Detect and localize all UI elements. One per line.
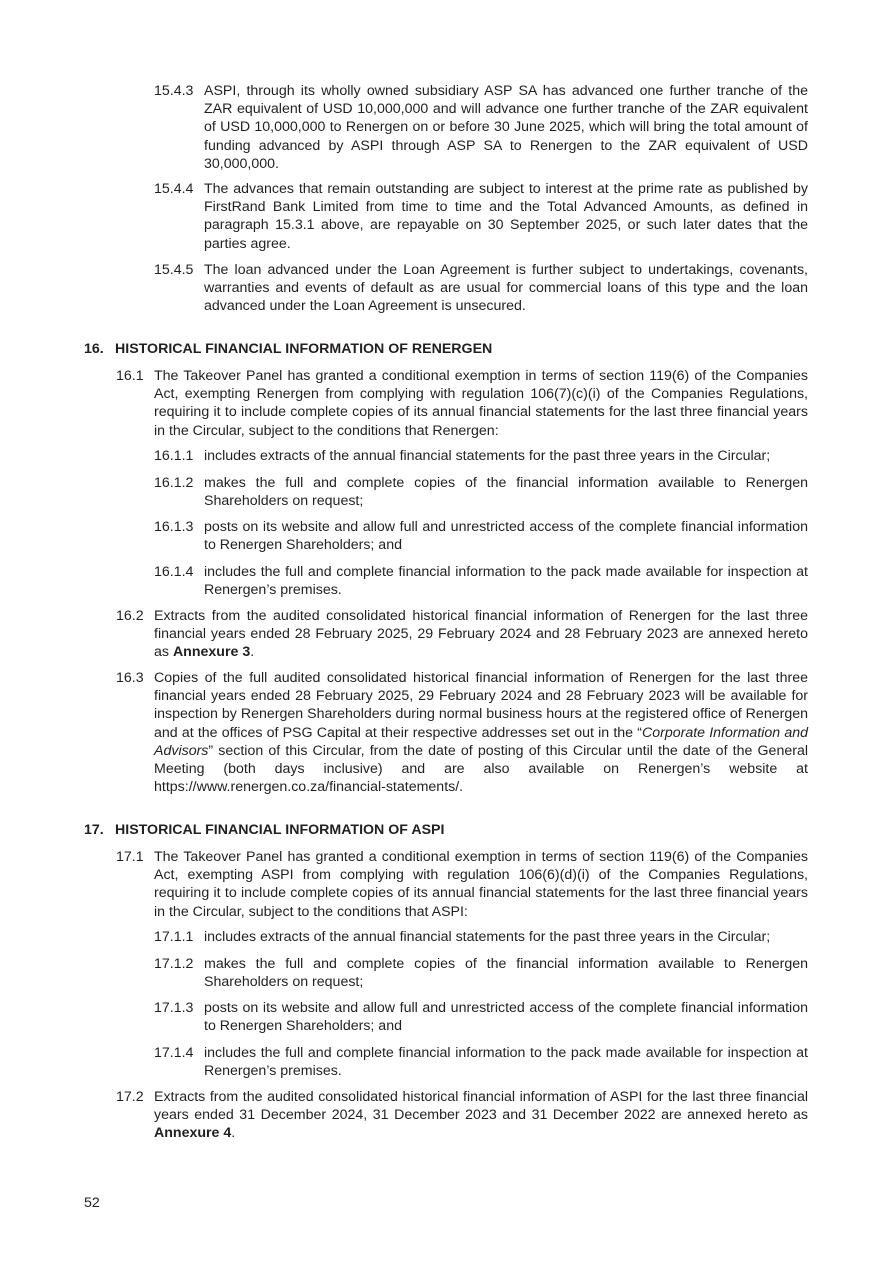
- clause-text: makes the full and complete copies of the financial information available to Renergen Shareholders on request;: [204, 956, 808, 991]
- clause-17-2: [116, 1088, 808, 1143]
- clause-15-4-5: [154, 261, 808, 316]
- clause-number: 16.3: [116, 670, 144, 686]
- clause-text: includes the full and complete financial information to the pack made available for inspection at Renergen’s premises.: [204, 564, 808, 599]
- clause-16-1-3: [154, 518, 808, 554]
- section-title: HISTORICAL FINANCIAL INFORMATION OF RENERGEN: [115, 341, 493, 357]
- section-title: HISTORICAL FINANCIAL INFORMATION OF ASPI: [115, 822, 445, 838]
- clause-15-4-4: [154, 180, 808, 253]
- clause-16-3: [116, 669, 808, 796]
- clause-16-1-2: [154, 474, 808, 510]
- clause-16-1-1: [154, 447, 808, 465]
- clause-number: 16.1.1: [154, 448, 194, 464]
- clause-17-1-4: [154, 1044, 808, 1080]
- annexure-reference: Annexure 4: [154, 1125, 232, 1142]
- clause-text: ASPI, through its wholly owned subsidiary ASP SA has advanced one further tranche of the ZAR equivalent of USD 10,000,000 and will advance one further tranche of the ZAR equivalent of USD 10,000,000 to Renergen on or before 30 June 2025, which will bring the total amount of funding advanced by ASPI through ASP SA to Renergen to the ZAR equivalent of USD 30,000,000.: [204, 83, 808, 172]
- clause-text: posts on its website and allow full and unrestricted access of the complete financial information to Renergen Shareholders; and: [204, 519, 808, 554]
- clause-text: The advances that remain outstanding are subject to interest at the prime rate as published by FirstRand Bank Limited from time to time and the Total Advanced Amounts, as defined in paragraph 15.3.1 above, are repayable on 30 September 2025, or such later dates that the parties agree.: [204, 181, 808, 252]
- annexure-reference: Annexure 3: [172, 644, 251, 661]
- clause-number: 15.4.4: [154, 181, 194, 197]
- clause-17-1-2: [154, 955, 808, 991]
- section-number: 16.: [84, 341, 104, 357]
- clause-16-2: [116, 607, 808, 662]
- clause-text: The Takeover Panel has granted a conditional exemption in terms of section 119(6) of the Companies Act, exempting ASPI from complying with regulation 106(6)(d)(i) of the Companies Regulations, requiring it to include complete copies of its annual financial statements for the last three financial years in the Circular, subject to the conditions that ASPI:: [154, 849, 808, 920]
- clause-number: 17.1.1: [154, 929, 194, 945]
- clause-text: Extracts from the audited consolidated historical financial information of Renergen for the last three financial years ended 28 February 2025, 29 February 2024 and 28 February 2023 are annexed hereto as Annexure 3.: [154, 608, 808, 661]
- clause-text: includes extracts of the annual financial statements for the past three years in the Circular;: [204, 929, 771, 945]
- section-16-heading: [84, 340, 492, 358]
- section-number: 17.: [84, 822, 104, 838]
- clause-16-1-4: [154, 563, 808, 599]
- clause-text: The loan advanced under the Loan Agreement is further subject to undertakings, covenants, warranties and events of default as are usual for commercial loans of this type and the loan advanced under the Loan Agreement is unsecured.: [204, 262, 808, 315]
- clause-number: 17.2: [116, 1089, 144, 1105]
- clause-number: 16.1.4: [154, 564, 194, 580]
- clause-text: includes extracts of the annual financial statements for the past three years in the Circular;: [204, 448, 771, 464]
- clause-number: 17.1: [116, 849, 144, 865]
- clause-16-1: [116, 367, 808, 440]
- clause-text: The Takeover Panel has granted a conditional exemption in terms of section 119(6) of the Companies Act, exempting Renergen from complying with regulation 106(7)(c)(i) of the Companies Regulations, requiring it to include complete copies of its annual financial statements for the last three financial years in the Circular, subject to the conditions that Renergen:: [154, 368, 808, 439]
- clause-number: 15.4.5: [154, 262, 194, 278]
- section-17-heading: [84, 821, 444, 839]
- page-number: 52: [84, 1195, 100, 1211]
- clause-number: 15.4.3: [154, 83, 194, 99]
- clause-number: 16.2: [116, 608, 144, 624]
- clause-17-1-1: [154, 928, 808, 946]
- clause-number: 16.1.2: [154, 475, 194, 491]
- clause-text: Extracts from the audited consolidated historical financial information of ASPI for the last three financial years ended 31 December 2024, 31 December 2023 and 31 December 2022 are annexed hereto as Annexure 4.: [154, 1089, 808, 1142]
- clause-number: 16.1.3: [154, 519, 194, 535]
- clause-text: posts on its website and allow full and unrestricted access of the complete financial information to Renergen Shareholders; and: [204, 1000, 808, 1035]
- clause-text: Copies of the full audited consolidated historical financial information of Renergen for the last three financial years ended 28 February 2025, 29 February 2024 and 28 February 2023 will be available for inspection by Renergen Shareholders during normal business hours at the registered office of Renergen and at the offices of PSG Capital at their respective addresses set out in the “Corporate Information and Advisors” section of this Circular, from the date of posting of this Circular until the date of the General Meeting (both days inclusive) and are also available on Renergen’s website at https://www.renergen.co.za/financial-statements/.: [154, 670, 808, 796]
- clause-number: 17.1.4: [154, 1045, 194, 1061]
- clause-number: 17.1.3: [154, 1000, 194, 1016]
- clause-15-4-3: [154, 82, 808, 173]
- clause-text: includes the full and complete financial information to the pack made available for inspection at Renergen’s premises.: [204, 1045, 808, 1080]
- clause-number: 16.1: [116, 368, 144, 384]
- clause-text: makes the full and complete copies of the financial information available to Renergen Shareholders on request;: [204, 475, 808, 510]
- section-reference: Corporate Information and Advisors: [154, 724, 808, 759]
- clause-17-1-3: [154, 999, 808, 1035]
- clause-17-1: [116, 848, 808, 921]
- clause-number: 17.1.2: [154, 956, 194, 972]
